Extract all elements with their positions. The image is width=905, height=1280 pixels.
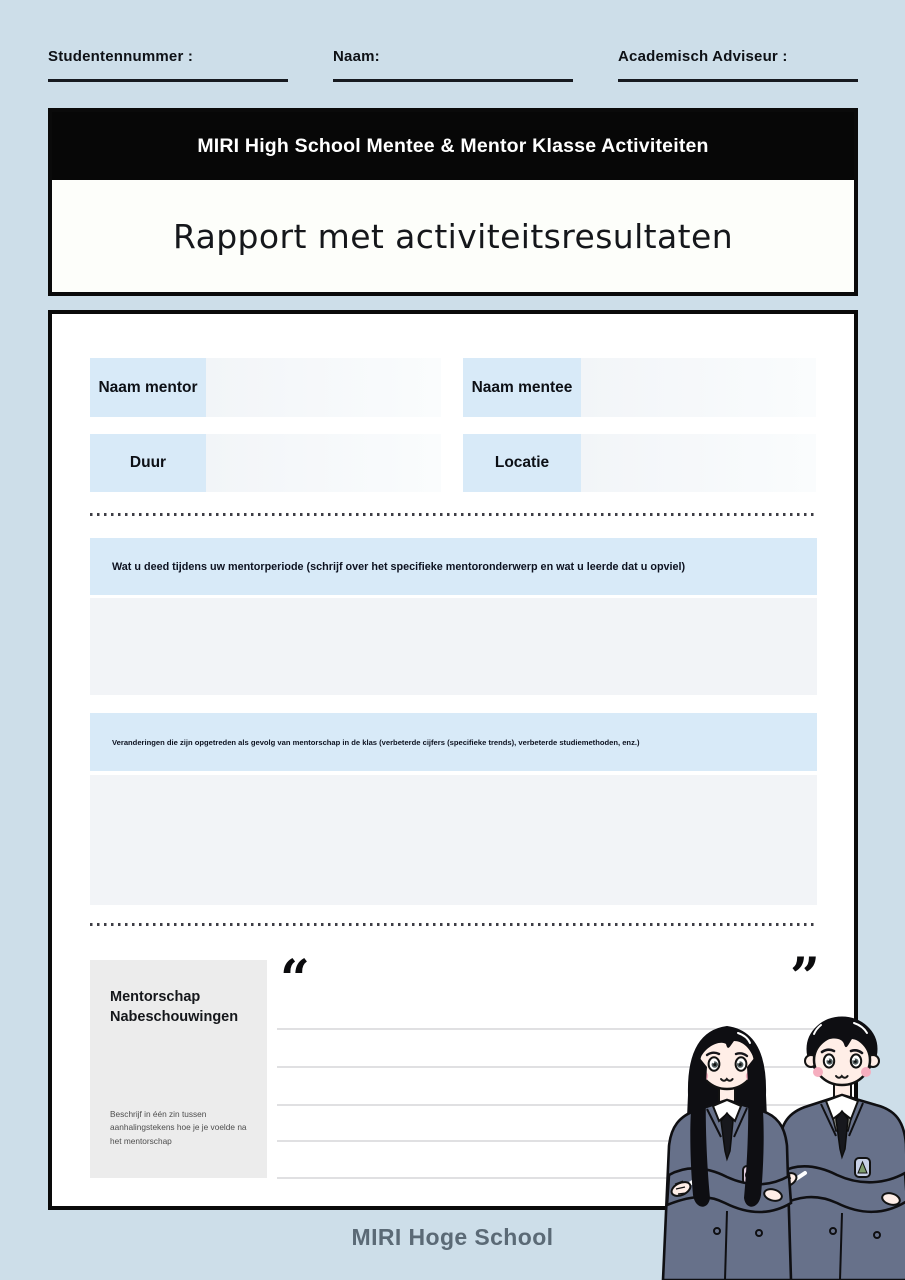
header-block [48, 108, 858, 296]
section1-textarea[interactable] [90, 598, 817, 695]
duration-input[interactable] [206, 434, 441, 492]
mentor-name-label: Naam mentor [90, 358, 206, 417]
duration-field [90, 434, 441, 492]
mentee-name-field [463, 358, 816, 417]
section2-textarea[interactable] [90, 775, 817, 905]
students-illustration [655, 1003, 905, 1280]
top-fields-row [48, 48, 858, 82]
student-number-label: Studentennummer : [48, 48, 194, 65]
dotted-divider-top [90, 513, 817, 516]
reflection-title: Mentorschap Nabeschouwingen [110, 989, 239, 1025]
footer-school-name: MIRI Hoge School [351, 1224, 554, 1250]
academic-advisor-field[interactable] [618, 48, 858, 82]
name-field[interactable] [333, 48, 573, 82]
academic-advisor-label: Academisch Adviseur : [618, 48, 788, 65]
page-title: Rapport met activiteitsresultaten [172, 216, 734, 256]
title-area [52, 180, 854, 292]
section1-header: Wat u deed tijdens uw mentorperiode (schrijf over het specifieke mentoronderwerp en wat u leerde dat u opviel) [90, 538, 817, 595]
dotted-divider-bottom [90, 923, 817, 926]
location-field [463, 434, 816, 492]
reflection-box [90, 960, 267, 1178]
location-label: Locatie [463, 434, 581, 492]
open-quote-icon: “ [280, 949, 310, 1010]
student-number-field[interactable] [48, 48, 288, 82]
section2-header: Veranderingen die zijn opgetreden als gevolg van mentorschap in de klas (verbeterde cijfers (specifieke trends), verbeterde studiemethoden, enz.) [90, 713, 817, 771]
reflection-hint: Beschrijf in één zin tussen aanhalingstekens hoe je je voelde na het mentorschap [110, 1109, 247, 1146]
mentor-name-field [90, 358, 441, 417]
girl-student [663, 1027, 791, 1280]
mentee-name-label: Naam mentee [463, 358, 581, 417]
mentor-name-input[interactable] [206, 358, 441, 417]
location-input[interactable] [581, 434, 816, 492]
mentee-name-input[interactable] [581, 358, 816, 417]
boy-student [774, 1018, 905, 1280]
school-banner: MIRI High School Mentee & Mentor Klasse Activiteiten [197, 134, 709, 157]
duration-label: Duur [90, 434, 206, 492]
close-quote-icon: ” [790, 947, 820, 1008]
name-label: Naam: [333, 48, 380, 65]
